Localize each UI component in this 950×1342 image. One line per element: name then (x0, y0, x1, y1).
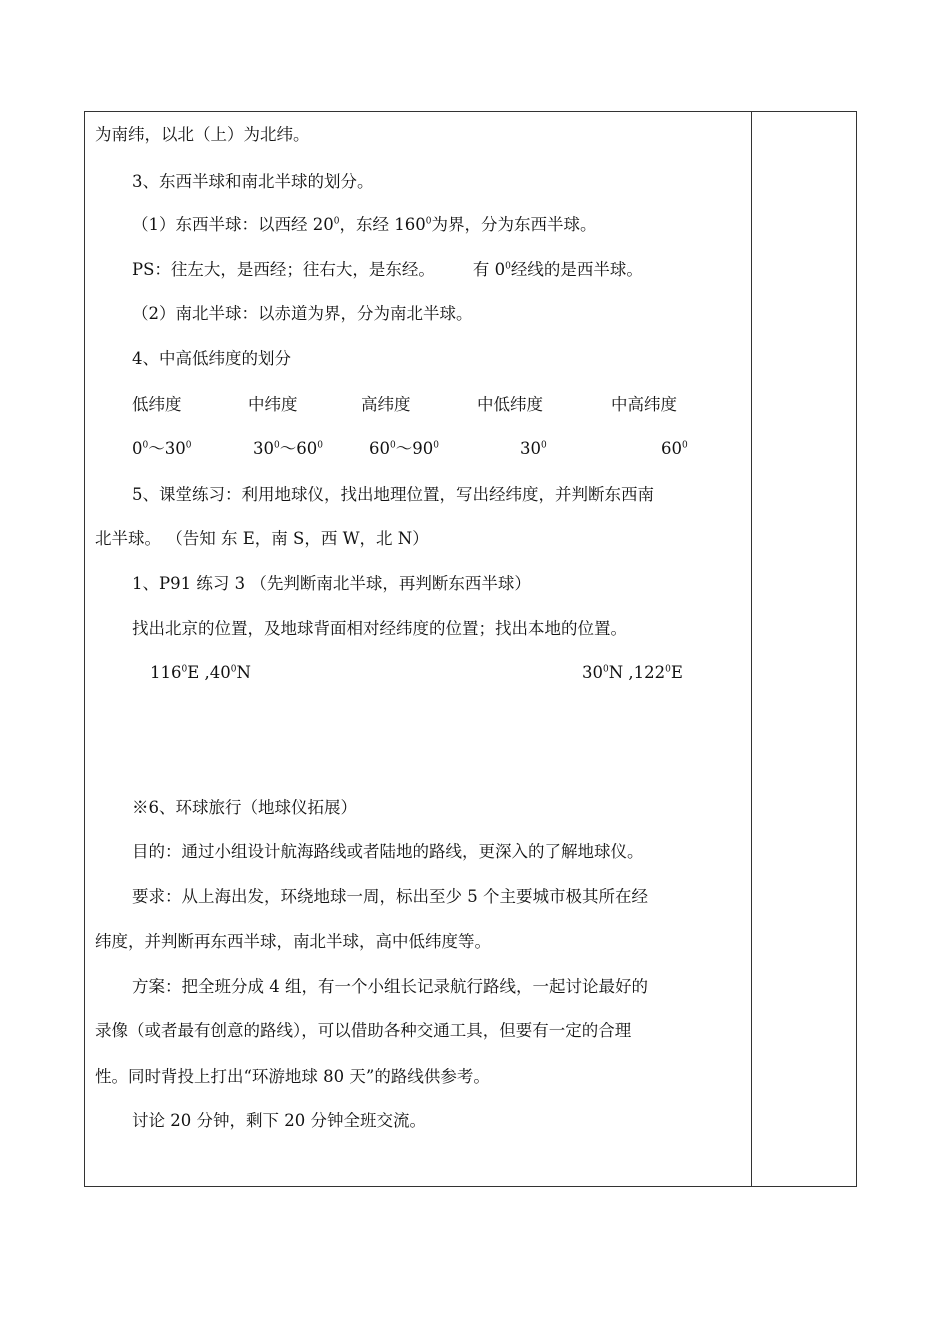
latitude-range: $60^0\sim 90^0$ (369, 439, 439, 458)
column-divider (751, 112, 752, 1186)
text-line: 要求：从上海出发，环绕地球一周，标出至少 5 个主要城市极其所在经 (132, 887, 648, 906)
latitude-range: $30^0$ (520, 439, 547, 458)
text-line: 北半球。 （告知 东 E，南 S，西 W，北 N） (95, 529, 429, 548)
latitude-header: 低纬度 (132, 395, 182, 414)
text-line: 纬度，并判断再东西半球，南北半球，高中低纬度等。 (95, 932, 491, 951)
latitude-header: 高纬度 (361, 395, 411, 414)
latitude-range: $30^0\sim 60^0$ (253, 439, 323, 458)
coordinate-local: $30^0N$ ,122$^0$E (582, 663, 683, 682)
latitude-header: 中低纬度 (477, 395, 543, 414)
text-line: 找出北京的位置，及地球背面相对经纬度的位置；找出本地的位置。 (132, 619, 627, 638)
text-line: 1、P91 练习 3 （先判断南北半球，再判断东西半球） (132, 574, 531, 593)
text-line: 目的：通过小组设计航海路线或者陆地的路线，更深入的了解地球仪。 (132, 842, 644, 861)
text-line: 方案：把全班分成 4 组，有一个小组长记录航行路线，一起讨论最好的 (132, 977, 648, 996)
latitude-header: 中高纬度 (611, 395, 677, 414)
text-line: 性。同时背投上打出“环游地球 80 天”的路线供参考。 (95, 1067, 490, 1086)
text-line: 录像（或者最有创意的路线），可以借助各种交通工具，但要有一定的合理 (95, 1021, 632, 1040)
section-heading: 4、中高低纬度的划分 (132, 349, 291, 368)
text-line: 为南纬，以北（上）为北纬。 (95, 125, 310, 144)
text-line: 讨论 20 分钟，剩下 20 分钟全班交流。 (132, 1111, 426, 1130)
latitude-header: 中纬度 (248, 395, 298, 414)
latitude-range: $0^0\sim 30^0$ (132, 439, 192, 458)
section-heading: 3、东西半球和南北半球的划分。 (132, 172, 374, 191)
section-heading: 5、课堂练习：利用地球仪，找出地理位置，写出经纬度，并判断东西南 (132, 485, 654, 504)
section-heading: ※6、环球旅行（地球仪拓展） (132, 798, 357, 817)
latitude-range: $60^0$ (661, 439, 688, 458)
text-line: （2）南北半球：以赤道为界，分为南北半球。 (132, 304, 473, 323)
coordinate-beijing: $116^0E$ $,40^0N$ (150, 663, 251, 682)
text-line: PS：往左大，是西经；往右大，是东经。 有 $0^0$经线的是西半球。 (132, 260, 643, 279)
text-line: （1）东西半球：以西经 $20^0$，东经 $160^0$为界，分为东西半球。 (132, 215, 597, 234)
